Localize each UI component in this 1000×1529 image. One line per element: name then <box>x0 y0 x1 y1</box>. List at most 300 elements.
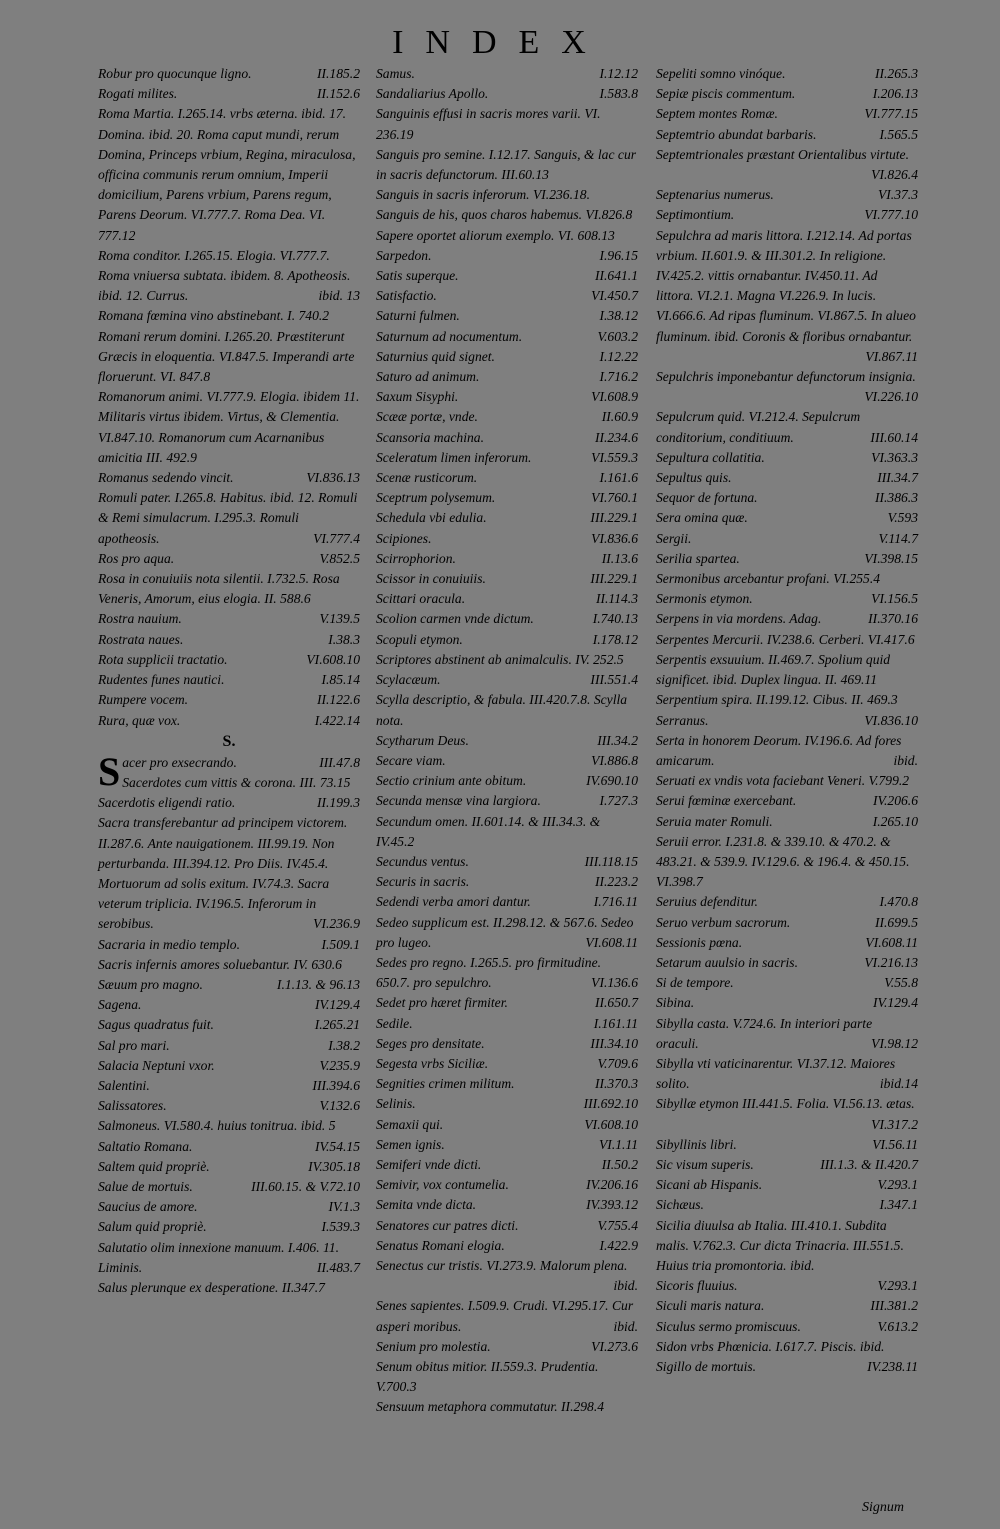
entry-text: Salentini. <box>98 1077 150 1093</box>
index-entry <box>98 1137 360 1157</box>
entry-reference: ibid. <box>613 1318 638 1334</box>
entry-text: Senum obitus mitior. II.559.3. Prudentia. V.700.3 <box>376 1359 599 1395</box>
entry-text: Salus plerunque ex desperatione. II.347.7 <box>98 1279 325 1295</box>
entry-text: Romuli pater. I.265.8. Habitus. ibid. 12. Romuli & Remi simulacrum. I.295.3. Romuli apotheosis. <box>98 490 358 546</box>
entry-text: Ros pro aqua. <box>98 550 175 566</box>
entry-text: Saltem quid propriè. <box>98 1158 210 1174</box>
entry-text: Sidon vrbs Phœnicia. I.617.7. Piscis. ibid. <box>656 1338 885 1354</box>
entry-text: Seruii error. I.231.8. & 339.10. & 470.2. & 483.21. & 539.9. IV.129.6. & 196.4. & 450.15. VI.398.7 <box>656 833 910 890</box>
index-entry <box>376 1034 638 1054</box>
index-entry <box>656 933 918 953</box>
index-entry <box>656 973 918 993</box>
entry-reference: VI.398.15 <box>864 550 918 566</box>
entry-text: Scææ portæ, vnde. <box>376 409 478 425</box>
entry-text: Siculus sermo promiscuus. <box>656 1318 801 1334</box>
index-entry <box>376 205 638 225</box>
index-entry <box>656 1317 918 1337</box>
index-entry <box>376 407 638 427</box>
entry-text: Sepiæ piscis commentum. <box>656 86 796 102</box>
index-entry <box>98 306 360 326</box>
index-entry <box>98 1157 360 1177</box>
entry-text: Rogati milites. <box>98 86 178 102</box>
entry-text: Sagus quadratus fuit. <box>98 1017 214 1033</box>
entry-reference: I.509.1 <box>321 936 360 952</box>
entry-reference: II.152.6 <box>316 86 360 102</box>
index-entry <box>98 690 360 710</box>
entry-text: Romanus sedendo vincit. <box>98 470 234 486</box>
entry-reference: VI.98.12 <box>871 1035 918 1051</box>
index-entry <box>376 812 638 852</box>
entry-reference: I.727.3 <box>599 793 638 809</box>
entry-text: Sepeliti somno vinóque. <box>656 66 786 81</box>
entry-reference: IV.238.11 <box>867 1359 918 1374</box>
entry-text: Septem montes Romæ. <box>656 106 778 122</box>
entry-reference: VI.608.10 <box>584 1116 638 1132</box>
index-entry <box>656 145 918 185</box>
index-entry <box>98 630 360 650</box>
entry-reference: IV.54.15 <box>314 1138 360 1154</box>
index-entry <box>656 407 918 447</box>
entry-reference: VI.886.8 <box>591 752 638 768</box>
page-title: INDEX <box>392 24 608 61</box>
index-entry <box>376 1094 638 1114</box>
entry-text: Satisfactio. <box>376 288 437 304</box>
entry-text: Rostrata naues. <box>98 631 184 647</box>
index-entry <box>98 995 360 1015</box>
entry-text: Saturnius quid signet. <box>376 348 495 364</box>
index-entry <box>98 549 360 569</box>
entry-text: Romani rerum domini. I.265.20. Præstiterunt Græcis in eloquentia. VI.847.5. Imperandi arte floruerunt. VI. 847.8 <box>98 328 355 385</box>
entry-reference: III.229.1 <box>590 571 638 587</box>
entry-reference: II.122.6 <box>316 692 360 708</box>
index-entry <box>656 791 918 811</box>
entry-text: Secundum omen. II.601.14. & III.34.3. & IV.45.2 <box>376 813 601 849</box>
entry-reference: II.13.6 <box>601 550 638 566</box>
index-entry <box>376 569 638 589</box>
index-entry <box>376 529 638 549</box>
entry-reference: II.386.3 <box>874 490 918 506</box>
index-entry <box>656 226 918 367</box>
index-entry <box>656 1155 918 1175</box>
entry-text: Romanorum animi. VI.777.9. Elogia. ibidem 11. Militaris virtus ibidem. Virtus, & Clementia. VI.847.10. Romanorum cum Acarnanibus amicitia III. 492.9 <box>98 389 360 465</box>
entry-text: Sedendi verba amori dantur. <box>376 894 531 910</box>
index-entry <box>656 367 918 407</box>
entry-text: Seruia mater Romuli. <box>656 813 773 829</box>
entry-text: Sepulchra ad maris littora. I.212.14. Ad portas vrbium. II.601.9. & III.301.2. In religione. IV.425.2. vittis ornabantur. IV.450.11. Ad littora. VI.2.1. Magna VI.226.9. In lucis. VI.666.6. Ad ripas fluminum. VI.867.5. In alueo fluminum. ibid. Coronis & floribus ornabantur. <box>656 227 916 344</box>
entry-text: Sedeo supplicum est. II.298.12. & 567.6. Sedeo pro lugeo. <box>376 914 634 950</box>
index-entry <box>98 1036 360 1056</box>
entry-reference: VI.37.3 <box>877 187 918 203</box>
entry-text: Serpentes Mercurii. IV.238.6. Cerberi. VI.417.6 <box>656 631 915 647</box>
entry-reference: VI.450.7 <box>591 288 638 304</box>
entry-text: Sedes pro regno. I.265.5. pro firmitudine. 650.7. pro sepulchro. <box>376 954 602 991</box>
entry-reference: I.565.5 <box>879 126 918 142</box>
entry-text: Scenæ rusticorum. <box>376 470 478 486</box>
catchword: Signum <box>862 1500 904 1515</box>
index-entry <box>656 1337 918 1357</box>
entry-text: Semaxii qui. <box>376 1116 444 1132</box>
index-entry <box>376 751 638 771</box>
entry-reference: VI.236.9 <box>313 916 360 932</box>
index-column-2 <box>376 64 638 1418</box>
entry-text: Sarpedon. <box>376 247 432 263</box>
index-entry <box>656 104 918 124</box>
index-entry <box>376 387 638 407</box>
entry-reference: ibid. <box>893 752 918 768</box>
entry-text: Sessionis pœna. <box>656 934 743 950</box>
index-entry <box>376 84 638 104</box>
entry-text: Sedet pro hæret firmiter. <box>376 995 508 1011</box>
entry-text: Sedile. <box>376 1015 413 1031</box>
entry-reference: II.114.3 <box>595 591 638 607</box>
entry-text: Salmoneus. VI.580.4. huius tonitrua. ibid. 5 <box>98 1118 336 1134</box>
index-entry <box>656 508 918 528</box>
entry-text: Rumpere vocem. <box>98 692 189 708</box>
entry-text: Semivir, vox contumelia. <box>376 1177 509 1193</box>
entry-reference: I.178.12 <box>592 631 638 647</box>
entry-text: Saucius de amore. <box>98 1199 198 1215</box>
index-column-3 <box>656 64 918 1377</box>
entry-text: Sandaliarius Apollo. <box>376 86 489 102</box>
index-entry <box>376 145 638 185</box>
entry-reference: I.740.13 <box>592 611 638 627</box>
entry-reference: I.1.13. & 96.13 <box>276 976 360 992</box>
index-entry <box>98 1177 360 1197</box>
entry-text: Rudentes funes nautici. <box>98 672 225 688</box>
entry-reference: I.265.21 <box>314 1017 360 1033</box>
index-entry <box>376 872 638 892</box>
index-entry <box>376 1357 638 1397</box>
entry-reference: II.699.5 <box>874 914 918 930</box>
entry-reference: I.583.8 <box>599 86 638 102</box>
index-entry <box>376 1296 638 1336</box>
index-entry <box>376 1115 638 1135</box>
index-entry <box>656 993 918 1013</box>
entry-text: Roma Martia. I.265.14. vrbs æterna. ibid. 17. Domina. ibid. 20. Roma caput mundi, rerum Domina, Princeps vrbium, Regina, miraculosa, officina communis rerum omnium, Imperii domicilium, Parens vrbium, Parens regum, Parens Deorum. VI.777.7. Roma Dea. VI. 777.12 <box>98 106 356 243</box>
entry-reference: IV.393.12 <box>586 1197 638 1213</box>
index-entry <box>376 306 638 326</box>
entry-reference: III.229.1 <box>590 510 638 526</box>
index-entry <box>98 609 360 629</box>
entry-text: Serpentium spira. II.199.12. Cibus. II. 469.3 <box>656 692 898 708</box>
entry-text: Sepulcrum quid. VI.212.4. Sepulcrum conditorium, conditiuum. <box>656 409 861 445</box>
entry-text: Senes sapientes. I.509.9. Crudi. VI.295.17. Cur asperi moribus. <box>376 1298 634 1334</box>
index-entry <box>656 1195 918 1215</box>
entry-text: Scopuli etymon. <box>376 631 463 647</box>
entry-reference: ibid. <box>613 1278 638 1294</box>
index-entry <box>376 347 638 367</box>
index-entry <box>376 650 638 670</box>
entry-reference: VI.608.9 <box>591 389 638 405</box>
index-entry <box>376 1256 638 1296</box>
entry-text: Sicani ab Hispanis. <box>656 1177 763 1193</box>
entry-reference: IV.305.18 <box>308 1158 360 1174</box>
entry-reference: II.234.6 <box>594 429 638 445</box>
entry-text: Sigillo de mortuis. <box>656 1359 757 1374</box>
entry-text: Serilia spartea. <box>656 550 740 566</box>
entry-text: Roma conditor. I.265.15. Elogia. VI.777.7. Roma vniuersa subtata. ibidem. 8. Apotheosis. ibid. 12. Currus. <box>98 247 351 304</box>
entry-text: Serui fœminæ exercebant. <box>656 793 797 809</box>
entry-reference: V.293.1 <box>877 1177 918 1193</box>
entry-text: Senium pro molestia. <box>376 1338 491 1354</box>
entry-text: Sergii. <box>656 530 692 546</box>
index-entry <box>656 125 918 145</box>
entry-reference: I.716.2 <box>599 369 638 385</box>
index-entry <box>98 813 360 934</box>
entry-text: Semita vnde dicta. <box>376 1197 477 1213</box>
entry-text: Sensuum metaphora commutatur. II.298.4 <box>376 1399 605 1415</box>
index-entry <box>376 852 638 872</box>
entry-text: Samus. <box>376 66 415 81</box>
entry-text: Seruati ex vndis vota faciebant Veneri. V.799.2 <box>656 773 910 789</box>
entry-reference: I.539.3 <box>321 1219 360 1235</box>
index-entry <box>376 1054 638 1074</box>
entry-reference: V.55.8 <box>884 975 918 991</box>
entry-text: Semiferi vnde dicti. <box>376 1156 482 1172</box>
entry-text: Senatus Romani elogia. <box>376 1237 505 1253</box>
entry-text: Sacris infernis amores soluebantur. IV. 630.6 <box>98 956 342 972</box>
entry-text: Sera omina quæ. <box>656 510 748 526</box>
index-entry <box>376 549 638 569</box>
entry-reference: I.96.15 <box>599 247 638 263</box>
entry-text: Scittari oracula. <box>376 591 466 607</box>
entry-text: Seges pro densitate. <box>376 1035 485 1051</box>
index-entry <box>656 771 918 791</box>
entry-reference: I.422.14 <box>314 712 360 728</box>
entry-reference: I.161.11 <box>593 1015 638 1031</box>
index-entry <box>98 468 360 488</box>
entry-text: Secunda mensæ vina largiora. <box>376 793 541 809</box>
index-entry <box>376 488 638 508</box>
letter-heading: S. <box>222 732 236 750</box>
entry-text: Septenarius numerus. <box>656 187 774 203</box>
entry-reference: III.394.6 <box>312 1077 360 1093</box>
index-entry <box>376 731 638 751</box>
entry-reference: I.347.1 <box>879 1197 918 1213</box>
entry-reference: III.34.10 <box>590 1035 638 1051</box>
entry-text: Sicilia diuulsa ab Italia. III.410.1. Subdita malis. V.762.3. Cur dicta Trinacria. III.551.5. Huius tria promontoria. ibid. <box>656 1217 904 1273</box>
index-entry <box>656 529 918 549</box>
entry-text: Saturnum ad nocumentum. <box>376 328 523 344</box>
entry-reference: I.206.13 <box>872 86 918 102</box>
index-entry <box>656 1135 918 1155</box>
entry-reference: VI.156.5 <box>871 591 918 607</box>
index-entry <box>656 650 918 690</box>
index-entry <box>656 1014 918 1054</box>
entry-reference: III.60.15. & V.72.10 <box>251 1178 360 1194</box>
entry-text: Sermonibus arcebantur profani. VI.255.4 Sermonis etymon. <box>656 571 881 607</box>
entry-reference: VI.216.13 <box>864 954 918 970</box>
entry-text: Semen ignis. <box>376 1136 445 1152</box>
entry-reference: III.551.4 <box>590 672 638 688</box>
index-entry <box>376 1074 638 1094</box>
entry-text: Sanguis pro semine. I.12.17. Sanguis, & lac cur in sacris defunctorum. III.60.13 <box>376 146 637 183</box>
index-entry <box>376 892 638 912</box>
entry-reference: V.139.5 <box>319 611 360 627</box>
entry-text: Septimontium. <box>656 207 735 223</box>
entry-reference: II.483.7 <box>316 1259 360 1275</box>
index-entry <box>98 84 360 104</box>
entry-text: Saturni fulmen. <box>376 308 460 324</box>
entry-reference: II.199.3 <box>316 795 360 811</box>
entry-text: Sanguis de his, quos charos habemus. VI.826.8 <box>376 207 633 223</box>
index-entry <box>98 569 360 609</box>
entry-reference: VI.226.10 <box>864 389 918 405</box>
entry-reference: III.1.3. & II.420.7 <box>820 1156 918 1172</box>
entry-text: Sibyllæ etymon III.441.5. Folia. VI.56.13. ætas. <box>656 1096 915 1112</box>
entry-reference: VI.867.11 <box>865 348 918 364</box>
index-entry <box>376 104 638 144</box>
entry-reference: ibid. 13 <box>318 288 360 304</box>
index-entry <box>656 1357 918 1377</box>
entry-text: Sal pro mari. <box>98 1037 170 1053</box>
entry-reference: I.12.12 <box>599 66 638 81</box>
entry-text: Sequor de fortuna. <box>656 490 758 506</box>
entry-reference: I.265.10 <box>872 813 918 829</box>
entry-text: Sæuum pro magno. <box>98 976 203 992</box>
entry-reference: VI.760.1 <box>591 490 638 506</box>
entry-reference: I.38.2 <box>328 1037 360 1053</box>
entry-text: Seruo verbum sacrorum. <box>656 914 791 930</box>
index-entry <box>98 793 360 813</box>
entry-text: Scirrophorion. <box>376 550 456 566</box>
entry-reference: VI.1.11 <box>598 1136 638 1152</box>
entry-text: Senatores cur patres dicti. <box>376 1217 519 1233</box>
entry-reference: VI.777.4 <box>313 530 360 546</box>
index-entry <box>656 630 918 650</box>
entry-reference: IV.690.10 <box>586 773 638 789</box>
index-entry <box>656 185 918 205</box>
entry-text: Salacia Neptuni vxor. <box>98 1057 215 1073</box>
entry-reference: VI.836.10 <box>864 712 918 728</box>
entry-text: Si de tempore. <box>656 975 734 991</box>
index-entry <box>98 104 360 245</box>
entry-reference: IV.1.3 <box>328 1199 360 1215</box>
entry-text: Scriptores abstinent ab animalculis. IV. 252.5 <box>376 651 624 667</box>
index-entry <box>376 1337 638 1357</box>
entry-reference: V.293.1 <box>877 1278 918 1294</box>
entry-reference: VI.826.4 <box>871 167 918 183</box>
entry-text: Saxum Sisyphi. <box>376 389 459 405</box>
entry-text: Schedula vbi edulia. <box>376 510 487 526</box>
entry-text: Saturo ad animum. <box>376 369 480 385</box>
index-column-1 <box>98 64 360 1298</box>
entry-reference: VI.608.10 <box>306 651 360 667</box>
entry-text: Selinis. <box>376 1096 416 1112</box>
index-entry <box>656 569 918 609</box>
entry-text: Serta in honorem Deorum. IV.196.6. Ad fores amicarum. <box>656 732 902 768</box>
index-entry <box>98 955 360 975</box>
entry-reference: V.613.2 <box>877 1318 918 1334</box>
index-entry <box>656 468 918 488</box>
entry-reference: IV.206.6 <box>872 793 918 809</box>
entry-text: Securis in sacris. <box>376 874 470 890</box>
entry-reference: II.370.16 <box>868 611 918 627</box>
index-entry <box>98 1015 360 1035</box>
index-entry <box>376 1135 638 1155</box>
entry-text: Rura, quæ vox. <box>98 712 181 728</box>
index-entry <box>98 650 360 670</box>
entry-text: Siculi maris natura. <box>656 1298 765 1314</box>
index-entry <box>376 1195 638 1215</box>
entry-reference: II.223.2 <box>594 874 638 890</box>
entry-text: Septemtrionales præstant Orientalibus virtute. <box>656 146 909 162</box>
entry-text: Sacerdotis eligendi ratio. <box>98 795 236 811</box>
entry-text: Sacraria in medio templo. <box>98 936 240 952</box>
index-entry <box>98 64 360 84</box>
entry-reference: III.60.14 <box>870 429 918 445</box>
entry-text: Sibylla vti vaticinarentur. VI.37.12. Maiores solito. <box>656 1055 896 1092</box>
entry-text: Sceptrum polysemum. <box>376 490 496 506</box>
entry-text: Scansoria machina. <box>376 429 484 445</box>
index-entry <box>376 1175 638 1195</box>
index-entry <box>376 791 638 811</box>
entry-reference: II.60.9 <box>601 409 638 425</box>
index-entry <box>376 690 638 730</box>
index-entry <box>376 185 638 205</box>
index-entry <box>376 64 638 84</box>
entry-reference: VI.836.6 <box>591 530 638 546</box>
entry-text: Rosa in conuiuiis nota silentii. I.732.5. Rosa Veneris, Amorum, eius elogia. II. 588.6 <box>98 571 340 607</box>
index-entry <box>98 327 360 388</box>
entry-reference: III.381.2 <box>870 1298 918 1314</box>
entry-text: Sectio crinium ante obitum. <box>376 773 527 789</box>
entry-text: Serranus. <box>656 712 709 728</box>
entry-reference: ibid.14 <box>879 1076 918 1092</box>
entry-reference: IV.206.16 <box>586 1177 638 1193</box>
index-entry <box>98 711 360 731</box>
index-entry <box>656 832 918 893</box>
index-entry <box>376 1155 638 1175</box>
index-entry <box>376 993 638 1013</box>
entry-reference: III.34.7 <box>877 470 918 486</box>
entry-reference: II.185.2 <box>316 66 360 81</box>
entry-reference: I.422.9 <box>599 1237 638 1253</box>
entry-text: Rostra nauium. <box>98 611 182 627</box>
entry-reference: VI.317.2 <box>871 1116 918 1132</box>
index-entry <box>656 1175 918 1195</box>
index-entry <box>98 246 360 307</box>
index-entry <box>376 246 638 266</box>
entry-reference: VI.608.11 <box>585 934 638 950</box>
entry-text: Scissor in conuiuiis. <box>376 571 486 587</box>
entry-reference: II.370.3 <box>594 1076 638 1092</box>
entry-text: Sic visum superis. <box>656 1156 754 1172</box>
entry-text: Sibina. <box>656 995 695 1011</box>
entry-text: Setarum auulsio in sacris. <box>656 954 798 970</box>
index-entry <box>98 488 360 549</box>
index-entry <box>376 1236 638 1256</box>
entry-text: Segesta vrbs Siciliæ. <box>376 1055 489 1071</box>
entry-reference: IV.129.4 <box>872 995 918 1011</box>
entry-text: Scytharum Deus. <box>376 732 469 748</box>
entry-reference: II.650.7 <box>594 995 638 1011</box>
index-entry <box>656 812 918 832</box>
entry-reference: II.641.1 <box>594 268 638 284</box>
entry-reference: I.716.11 <box>593 894 638 910</box>
entry-text: Sichæus. <box>656 1197 704 1213</box>
entry-reference: I.38.3 <box>328 631 360 647</box>
entry-text: Serpens in via mordens. Adag. <box>656 611 822 627</box>
entry-reference: III.47.8 <box>319 754 360 770</box>
index-entry <box>656 205 918 225</box>
entry-reference: I.85.14 <box>321 672 360 688</box>
entry-reference: I.12.22 <box>599 348 638 364</box>
index-entry <box>98 387 360 468</box>
index-entry <box>98 1278 360 1298</box>
index-entry <box>376 286 638 306</box>
index-entry <box>656 892 918 912</box>
